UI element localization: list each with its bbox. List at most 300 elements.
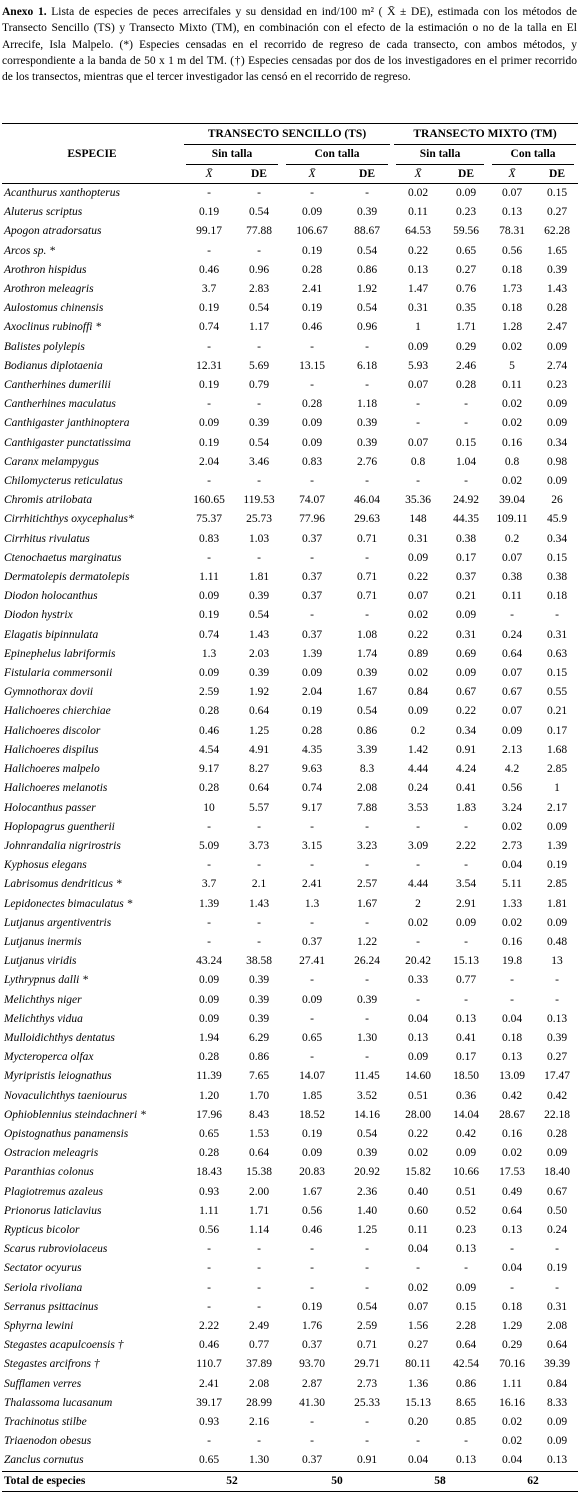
table-row — [2, 1087, 578, 1106]
cell-tm-con-talla-mean: 0.8 — [504, 455, 520, 468]
table-row — [2, 799, 578, 818]
cell-tm-sin-talla-sd: 0.34 — [455, 724, 477, 737]
cell-ts-con-talla-sd: 0.39 — [356, 206, 378, 219]
cell-tm-con-talla-mean: 0.18 — [501, 1300, 523, 1313]
cell-ts-sin-talla-mean: 0.19 — [198, 436, 220, 449]
cell-tm-con-talla-mean: 39.04 — [499, 494, 525, 507]
cell-tm-con-talla-sd: 62.28 — [544, 225, 570, 238]
cell-tm-sin-talla-sd: - — [464, 993, 468, 1006]
cell-ts-con-talla-sd: - — [365, 1416, 369, 1428]
cell-tm-sin-talla-mean: 0.04 — [407, 1243, 429, 1256]
cell-tm-sin-talla-sd: 0.52 — [455, 1204, 477, 1217]
cell-ts-sin-talla-mean: 2.41 — [198, 1377, 220, 1390]
cell-ts-con-talla-mean: 0.19 — [301, 705, 323, 718]
cell-tm-sin-talla-mean: 28.00 — [405, 1108, 431, 1121]
species-name-cell: Ophioblennius steindachneri * — [4, 1108, 146, 1121]
cell-ts-con-talla-mean: - — [310, 1281, 314, 1294]
subheader-tm-con-talla — [488, 145, 578, 165]
species-name-cell: Labrisomus dendriticus * — [4, 878, 122, 891]
species-name-cell: Elagatis bipinnulata — [4, 628, 99, 641]
cell-ts-sin-talla-sd: 37.89 — [246, 1358, 272, 1371]
cell-tm-con-talla-sd: 8.33 — [546, 1396, 568, 1409]
cell-tm-con-talla-mean: 0.29 — [501, 1339, 523, 1352]
cell-tm-sin-talla-sd: 0.67 — [455, 686, 477, 699]
cell-ts-sin-talla-mean: - — [207, 1435, 211, 1448]
cell-tm-sin-talla-mean: 0.11 — [408, 206, 428, 219]
species-name-cell: Stegastes acapulcoensis † — [4, 1339, 124, 1352]
cell-ts-sin-talla-sd: 0.39 — [248, 417, 270, 430]
species-name-cell: Halichoeres chierchiae — [4, 705, 111, 718]
cell-ts-sin-talla-sd: - — [257, 1243, 261, 1256]
cell-ts-sin-talla-sd: 7.65 — [248, 1070, 270, 1083]
cell-ts-sin-talla-mean: 1.20 — [198, 1089, 220, 1102]
stat-header-mean: X̄ — [182, 165, 236, 184]
cell-ts-sin-talla-sd: 4.91 — [248, 743, 270, 756]
species-name-cell: Lutjanus inermis — [4, 935, 82, 948]
cell-tm-con-talla-sd: 0.27 — [546, 206, 568, 219]
table-row — [2, 952, 578, 971]
cell-ts-sin-talla-sd: - — [257, 859, 261, 872]
table-row — [2, 1106, 578, 1125]
cell-tm-sin-talla-mean: 1.42 — [407, 743, 429, 756]
table-row — [2, 1048, 578, 1067]
cell-ts-con-talla-sd: 0.54 — [356, 1127, 378, 1140]
cell-ts-con-talla-sd: - — [365, 1262, 369, 1275]
cell-tm-sin-talla-sd: 0.15 — [455, 436, 477, 449]
cell-ts-con-talla-sd: 14.16 — [354, 1108, 380, 1121]
cell-tm-sin-talla-sd: 0.09 — [455, 187, 477, 199]
cell-tm-sin-talla-sd: 0.69 — [455, 647, 477, 660]
species-name-cell: Plagiotremus azaleus — [4, 1185, 103, 1198]
cell-tm-con-talla-mean: 0.02 — [501, 916, 523, 929]
cell-ts-con-talla-sd: 0.39 — [356, 667, 378, 680]
table-row — [2, 991, 578, 1010]
cell-ts-sin-talla-mean: 0.19 — [198, 609, 220, 622]
cell-ts-sin-talla-sd: 3.73 — [248, 839, 270, 852]
cell-tm-con-talla-mean: 0.11 — [502, 379, 522, 392]
cell-tm-sin-talla-mean: 0.07 — [407, 1300, 429, 1313]
cell-ts-con-talla-sd: 1.18 — [356, 398, 378, 411]
cell-ts-con-talla-sd: 2.57 — [356, 878, 378, 891]
cell-ts-sin-talla-sd: 28.99 — [246, 1396, 272, 1409]
cell-tm-con-talla-sd: 2.17 — [546, 801, 568, 814]
cell-ts-sin-talla-mean: 0.93 — [198, 1416, 220, 1428]
cell-tm-con-talla-mean: 78.31 — [499, 225, 525, 238]
cell-ts-con-talla-sd: 2.08 — [356, 782, 378, 795]
cell-tm-con-talla-sd: 1.68 — [546, 743, 568, 756]
cell-ts-con-talla-sd: 0.39 — [356, 993, 378, 1006]
cell-tm-con-talla-sd: 0.09 — [546, 1435, 568, 1448]
cell-ts-con-talla-sd: 1.67 — [356, 897, 378, 910]
cell-ts-sin-talla-sd: 38.58 — [246, 955, 272, 968]
species-name-cell: Canthigaster punctatissima — [4, 436, 131, 449]
table-row — [2, 1067, 578, 1086]
cell-ts-con-talla-mean: - — [310, 820, 314, 833]
cell-ts-con-talla-mean: - — [310, 1262, 314, 1275]
cell-tm-sin-talla-sd: 0.29 — [455, 340, 477, 353]
cell-ts-sin-talla-sd: 0.54 — [248, 302, 270, 315]
cell-tm-sin-talla-mean: 14.60 — [405, 1070, 431, 1083]
cell-ts-con-talla-sd: - — [365, 1435, 369, 1448]
cell-tm-con-talla-sd: 2.08 — [546, 1319, 568, 1332]
table-row — [2, 1183, 578, 1202]
cell-tm-con-talla-sd: 45.9 — [546, 513, 568, 526]
table-row — [2, 1394, 578, 1413]
cell-ts-con-talla-sd: 0.54 — [356, 705, 378, 718]
cell-tm-con-talla-sd: 0.84 — [546, 1377, 568, 1390]
cell-tm-sin-talla-sd: 0.64 — [455, 1339, 477, 1352]
cell-ts-sin-talla-sd: - — [257, 1281, 261, 1294]
cell-ts-sin-talla-mean: 0.28 — [198, 705, 220, 718]
cell-tm-sin-talla-mean: - — [416, 417, 420, 430]
species-name-cell: Rypticus bicolor — [4, 1223, 80, 1236]
cell-ts-con-talla-sd: 0.71 — [356, 1339, 378, 1352]
cell-ts-con-talla-mean: 1.3 — [304, 897, 320, 910]
cell-tm-con-talla-sd: 0.15 — [546, 551, 568, 564]
cell-ts-sin-talla-mean: 0.28 — [198, 782, 220, 795]
cell-ts-con-talla-mean: 0.65 — [301, 1031, 323, 1044]
species-name-cell: Halichoeres melanotis — [4, 782, 108, 795]
cell-tm-con-talla-mean: 0.56 — [501, 244, 523, 257]
cell-tm-sin-talla-sd: 2.91 — [455, 897, 477, 910]
cell-tm-sin-talla-mean: 0.2 — [410, 724, 426, 737]
table-row — [2, 779, 578, 798]
cell-ts-con-talla-mean: 0.37 — [301, 628, 323, 641]
cell-ts-con-talla-sd: 0.54 — [356, 302, 378, 315]
species-name-cell: Dermatolepis dermatolepis — [4, 571, 130, 584]
cell-tm-con-talla-mean: 0.13 — [501, 206, 523, 219]
cell-ts-con-talla-sd: 1.30 — [356, 1031, 378, 1044]
cell-ts-con-talla-sd: 6.18 — [356, 359, 378, 372]
cell-ts-con-talla-sd: 8.3 — [359, 763, 375, 776]
cell-ts-con-talla-sd: 25.33 — [354, 1396, 380, 1409]
cell-ts-sin-talla-mean: 17.96 — [196, 1108, 222, 1121]
cell-tm-sin-talla-mean: - — [416, 859, 420, 872]
table-row — [2, 1202, 578, 1221]
species-name-cell: Stegastes arcifrons † — [4, 1358, 100, 1371]
cell-ts-con-talla-mean: 1.76 — [301, 1319, 323, 1332]
cell-ts-con-talla-sd: 1.22 — [356, 935, 378, 948]
cell-ts-sin-talla-mean: - — [207, 475, 211, 488]
cell-ts-con-talla-sd: 3.39 — [356, 743, 378, 756]
table-row — [2, 971, 578, 990]
cell-ts-con-talla-mean: 0.19 — [301, 302, 323, 315]
table-row — [2, 491, 578, 510]
cell-ts-con-talla-mean: 74.07 — [299, 494, 325, 507]
cell-ts-sin-talla-sd: 8.27 — [248, 763, 270, 776]
species-name-cell: Ctenochaetus marginatus — [4, 551, 122, 564]
cell-ts-sin-talla-sd: 0.39 — [248, 993, 270, 1006]
cell-ts-con-talla-sd: 1.74 — [356, 647, 378, 660]
cell-tm-sin-talla-mean: - — [416, 475, 420, 488]
cell-tm-sin-talla-sd: 0.22 — [455, 705, 477, 718]
cell-tm-sin-talla-sd: 0.23 — [455, 1223, 477, 1236]
cell-ts-con-talla-mean: 20.83 — [299, 1166, 325, 1179]
species-name-cell: Arothron meleagris — [4, 283, 94, 296]
table-row — [2, 1432, 578, 1451]
cell-ts-con-talla-mean: 0.09 — [301, 1147, 323, 1160]
cell-tm-con-talla-mean: 1.29 — [501, 1319, 523, 1332]
cell-tm-sin-talla-mean: 15.13 — [405, 1396, 431, 1409]
cell-ts-sin-talla-sd: 3.46 — [248, 455, 270, 468]
cell-ts-con-talla-sd: 0.71 — [356, 532, 378, 545]
cell-tm-sin-talla-mean: - — [416, 820, 420, 833]
cell-ts-con-talla-mean: - — [310, 1416, 314, 1428]
cell-tm-sin-talla-mean: 0.31 — [407, 532, 429, 545]
species-name-cell: Mycteroperca olfax — [4, 1051, 94, 1064]
table-row — [2, 434, 578, 453]
table-row — [2, 722, 578, 741]
cell-ts-con-talla-mean: 2.41 — [301, 283, 323, 296]
cell-tm-con-talla-sd: 26 — [551, 494, 563, 507]
cell-ts-sin-talla-mean: 0.74 — [198, 628, 220, 641]
cell-tm-sin-talla-sd: - — [464, 475, 468, 488]
cell-ts-con-talla-mean: - — [310, 379, 314, 392]
cell-ts-con-talla-mean: 0.46 — [301, 321, 323, 334]
cell-tm-con-talla-sd: 0.09 — [546, 916, 568, 929]
cell-tm-con-talla-mean: 0.18 — [501, 302, 523, 315]
cell-tm-con-talla-sd: 0.28 — [546, 1127, 568, 1140]
cell-ts-con-talla-sd: - — [365, 340, 369, 353]
cell-tm-con-talla-mean: 0.02 — [501, 417, 523, 430]
cell-tm-con-talla-mean: 0.09 — [501, 724, 523, 737]
cell-ts-sin-talla-sd: - — [257, 187, 261, 199]
cell-tm-sin-talla-sd: 0.21 — [455, 590, 477, 603]
cell-ts-sin-talla-sd: 1.92 — [248, 686, 270, 699]
cell-tm-con-talla-mean: 0.04 — [501, 859, 523, 872]
cell-ts-sin-talla-sd: - — [257, 1435, 261, 1448]
cell-ts-con-talla-mean: 14.07 — [299, 1070, 325, 1083]
cell-tm-con-talla-mean: - — [510, 993, 514, 1006]
cell-ts-sin-talla-mean: 2.59 — [198, 686, 220, 699]
cell-tm-con-talla-sd: 0.31 — [546, 1300, 568, 1313]
table-row — [2, 1317, 578, 1336]
cell-ts-con-talla-mean: 0.09 — [301, 993, 323, 1006]
cell-ts-sin-talla-mean: - — [207, 1243, 211, 1256]
cell-ts-con-talla-mean: 13.15 — [299, 359, 325, 372]
species-name-cell: Epinephelus labriformis — [4, 647, 116, 660]
cell-tm-sin-talla-sd: 0.38 — [455, 532, 477, 545]
cell-ts-sin-talla-mean: 0.09 — [198, 417, 220, 430]
cell-ts-con-talla-sd: 29.71 — [354, 1358, 380, 1371]
cell-tm-sin-talla-mean: 0.27 — [407, 1339, 429, 1352]
cell-tm-con-talla-mean: 3.24 — [501, 801, 523, 814]
cell-tm-sin-talla-sd: 0.77 — [455, 974, 477, 987]
cell-tm-sin-talla-mean: 0.04 — [407, 1454, 429, 1467]
cell-tm-con-talla-mean: 2.13 — [501, 743, 523, 756]
table-row — [2, 222, 578, 241]
cell-tm-con-talla-mean: 5.11 — [502, 878, 522, 891]
cell-tm-sin-talla-sd: 8.65 — [455, 1396, 477, 1409]
cell-tm-sin-talla-sd: 0.51 — [455, 1185, 477, 1198]
cell-ts-con-talla-sd: - — [365, 609, 369, 622]
cell-ts-sin-talla-mean: 4.54 — [198, 743, 220, 756]
species-name-cell: Chilomycterus reticulatus — [4, 475, 123, 488]
cell-tm-sin-talla-sd: 3.54 — [455, 878, 477, 891]
cell-ts-con-talla-mean: 2.87 — [301, 1377, 323, 1390]
cell-tm-con-talla-mean: 16.16 — [499, 1396, 525, 1409]
cell-ts-con-talla-mean: 0.19 — [301, 244, 323, 257]
cell-tm-con-talla-sd: 0.63 — [546, 647, 568, 660]
cell-ts-con-talla-sd: - — [365, 1012, 369, 1025]
cell-ts-sin-talla-sd: 8.43 — [248, 1108, 270, 1121]
total-ts-con-talla: 50 — [282, 1471, 392, 1491]
species-name-cell: Acanthurus xanthopterus — [4, 187, 120, 199]
cell-tm-con-talla-sd: - — [555, 1281, 559, 1294]
cell-ts-con-talla-sd: 1.92 — [356, 283, 378, 296]
species-density-table — [2, 123, 578, 1492]
table-row — [2, 472, 578, 491]
cell-ts-con-talla-mean: 1.39 — [301, 647, 323, 660]
cell-ts-sin-talla-sd: 1.43 — [248, 897, 270, 910]
cell-tm-sin-talla-mean: 0.24 — [407, 782, 429, 795]
cell-ts-con-talla-mean: 0.46 — [301, 1223, 323, 1236]
species-name-cell: Cirrhitus rivulatus — [4, 532, 90, 545]
cell-ts-sin-talla-sd: 1.43 — [248, 628, 270, 641]
cell-tm-con-talla-mean: 1.33 — [501, 897, 523, 910]
cell-ts-sin-talla-mean: - — [207, 859, 211, 872]
cell-tm-sin-talla-sd: 0.15 — [455, 1300, 477, 1313]
species-name-cell: Axoclinus rubinoffi * — [4, 321, 102, 334]
cell-ts-con-talla-sd: 0.71 — [356, 590, 378, 603]
cell-tm-sin-talla-sd: 24.92 — [453, 494, 479, 507]
cell-tm-sin-talla-mean: 3.09 — [407, 839, 429, 852]
cell-tm-con-talla-mean: 0.64 — [501, 1204, 523, 1217]
cell-tm-con-talla-sd: 18.40 — [544, 1166, 570, 1179]
cell-tm-con-talla-mean: 0.11 — [502, 590, 522, 603]
cell-ts-sin-talla-sd: - — [257, 340, 261, 353]
species-name-cell: Opistognathus panamensis — [4, 1127, 129, 1140]
table-row — [2, 1279, 578, 1298]
cell-tm-con-talla-sd: - — [555, 974, 559, 987]
cell-ts-con-talla-sd: - — [365, 859, 369, 872]
cell-tm-con-talla-mean: 19.8 — [501, 955, 523, 968]
cell-ts-con-talla-mean: 0.09 — [301, 436, 323, 449]
cell-ts-sin-talla-sd: 5.57 — [248, 801, 270, 814]
cell-tm-con-talla-mean: 0.24 — [501, 628, 523, 641]
cell-ts-sin-talla-mean: 1.11 — [199, 571, 219, 584]
table-row — [2, 242, 578, 261]
cell-tm-con-talla-mean: 0.16 — [501, 1127, 523, 1140]
cell-tm-sin-talla-mean: 0.07 — [407, 590, 429, 603]
cell-ts-sin-talla-mean: 43.24 — [196, 955, 222, 968]
table-row — [2, 875, 578, 894]
cell-tm-sin-talla-sd: 2.22 — [455, 839, 477, 852]
cell-ts-sin-talla-sd: 0.54 — [248, 609, 270, 622]
species-name-cell: Gymnothorax dovii — [4, 686, 94, 699]
species-name-cell: Balistes polylepis — [4, 340, 85, 353]
table-row — [2, 683, 578, 702]
cell-ts-con-talla-sd: 0.39 — [356, 436, 378, 449]
cell-ts-sin-talla-sd: 2.16 — [248, 1416, 270, 1428]
species-name-cell: Thalassoma lucasanum — [4, 1396, 113, 1409]
cell-ts-sin-talla-sd: - — [257, 820, 261, 833]
table-row — [2, 606, 578, 625]
table-row — [2, 549, 578, 568]
species-name-cell: Novaculichthys taeniourus — [4, 1089, 127, 1102]
cell-ts-sin-talla-sd: - — [257, 935, 261, 948]
cell-tm-con-talla-mean: - — [510, 1243, 514, 1256]
cell-ts-sin-talla-sd: 119.53 — [243, 494, 275, 507]
species-name-cell: Scarus rubroviolaceus — [4, 1243, 108, 1256]
stat-header-mean: X̄ — [488, 165, 536, 184]
cell-ts-sin-talla-mean: 0.28 — [198, 1147, 220, 1160]
cell-ts-con-talla-mean: 0.37 — [301, 935, 323, 948]
cell-tm-con-talla-mean: 1.28 — [501, 321, 523, 334]
table-row — [2, 760, 578, 779]
cell-ts-sin-talla-sd: 1.81 — [248, 571, 270, 584]
cell-tm-sin-talla-mean: 0.02 — [407, 1147, 429, 1160]
cell-ts-sin-talla-mean: 12.31 — [196, 359, 222, 372]
cell-ts-con-talla-sd: 0.54 — [356, 244, 378, 257]
cell-ts-sin-talla-sd: - — [257, 1262, 261, 1275]
cell-tm-sin-talla-mean: 20.42 — [405, 955, 431, 968]
cell-tm-con-talla-mean: 0.07 — [501, 705, 523, 718]
species-name-cell: Kyphosus elegans — [4, 859, 87, 872]
cell-ts-con-talla-sd: 0.86 — [356, 724, 378, 737]
cell-tm-con-talla-sd: 0.09 — [546, 340, 568, 353]
cell-tm-con-talla-sd: 0.38 — [546, 571, 568, 584]
table-row — [2, 587, 578, 606]
cell-ts-sin-talla-mean: 0.46 — [198, 1339, 220, 1352]
cell-ts-con-talla-mean: 0.09 — [301, 417, 323, 430]
cell-ts-sin-talla-mean: 0.19 — [198, 206, 220, 219]
table-row — [2, 1010, 578, 1029]
cell-tm-con-talla-sd: - — [555, 1243, 559, 1256]
cell-tm-sin-talla-sd: 0.28 — [455, 379, 477, 392]
cell-tm-sin-talla-sd: 2.28 — [455, 1319, 477, 1332]
cell-tm-sin-talla-sd: 0.17 — [455, 551, 477, 564]
cell-tm-con-talla-mean: 0.67 — [501, 686, 523, 699]
cell-tm-con-talla-sd: 2.85 — [546, 878, 568, 891]
table-row — [2, 837, 578, 856]
cell-tm-sin-talla-mean: 0.31 — [407, 302, 429, 315]
cell-tm-sin-talla-sd: 0.65 — [455, 244, 477, 257]
cell-ts-con-talla-sd: 1.25 — [356, 1223, 378, 1236]
cell-ts-sin-talla-mean: 11.39 — [196, 1070, 222, 1083]
cell-ts-sin-talla-mean: - — [207, 340, 211, 353]
cell-ts-sin-talla-sd: 0.64 — [248, 782, 270, 795]
species-name-cell: Lutjanus viridis — [4, 955, 77, 968]
species-name-cell: Lutjanus argentiventris — [4, 916, 112, 929]
species-name-cell: Diodon hystrix — [4, 609, 73, 622]
table-caption — [2, 4, 577, 85]
cell-ts-sin-talla-mean: 1.11 — [199, 1204, 219, 1217]
caption-text: Lista de especies de peces arrecifales y su densidad en ind/100 m² ( X̄ ± DE), estimada con los métodos de Transecto Sencillo (TS) y Transecto Mixto (TM), en combinación con el efecto de la estimación o no de la talla en El Arrecife, Isla Malpelo. (*) Especies censadas en el recorrido de regreso de cada transecto, con ambos métodos, y correspondiente a la banda de 50 x 1 m del TM. (†) Especies censadas por dos de los investigadores en el primer recorrido de los transectos, mientras que el tercer investigador las censó en el recorrido de regreso. — [2, 6, 577, 84]
cell-tm-sin-talla-mean: 0.22 — [407, 244, 429, 257]
cell-tm-con-talla-sd: 22.18 — [544, 1108, 570, 1121]
cell-tm-con-talla-sd: 0.39 — [546, 263, 568, 276]
cell-tm-sin-talla-sd: 0.13 — [455, 1243, 477, 1256]
cell-tm-con-talla-sd: 0.15 — [546, 667, 568, 680]
cell-tm-con-talla-sd: 0.67 — [546, 1185, 568, 1198]
cell-ts-con-talla-sd: - — [365, 1051, 369, 1064]
table-row — [2, 895, 578, 914]
cell-tm-sin-talla-mean: - — [416, 993, 420, 1006]
cell-tm-con-talla-mean: 0.16 — [501, 935, 523, 948]
cell-ts-sin-talla-mean: 110.7 — [196, 1358, 222, 1371]
cell-ts-sin-talla-mean: - — [207, 935, 211, 948]
cell-ts-sin-talla-sd: 1.30 — [248, 1454, 270, 1467]
cell-tm-con-talla-sd: 0.39 — [546, 1031, 568, 1044]
species-name-cell: Seriola rivoliana — [4, 1281, 83, 1294]
cell-tm-con-talla-sd: 2.74 — [546, 359, 568, 372]
cell-ts-sin-talla-mean: 0.09 — [198, 590, 220, 603]
cell-tm-con-talla-mean: 0.02 — [501, 1416, 523, 1428]
cell-tm-sin-talla-mean: 4.44 — [407, 763, 429, 776]
species-name-cell: Apogon atradorsatus — [4, 225, 102, 238]
cell-ts-con-talla-sd: - — [365, 187, 369, 199]
